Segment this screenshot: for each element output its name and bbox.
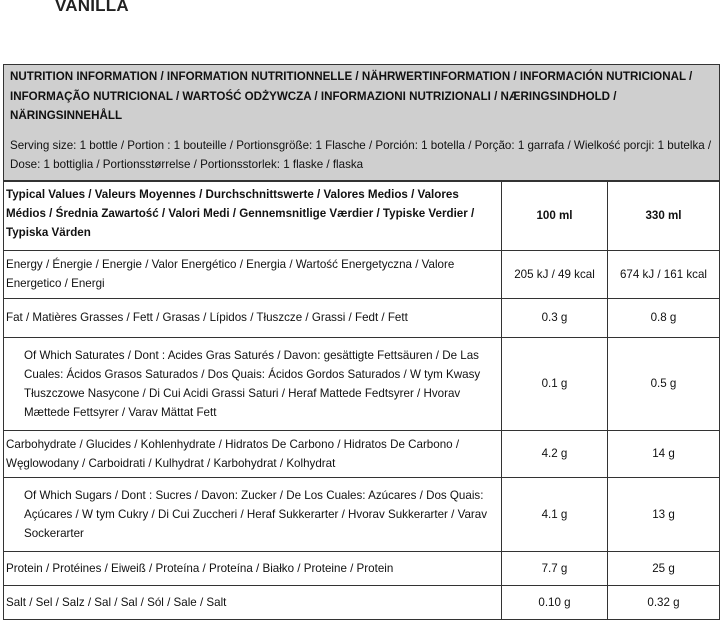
nutrition-panel [3,64,720,620]
column-header-330ml: 330 ml [607,182,719,250]
value-100ml: 4.1 g [501,478,607,551]
nutrient-label: Carbohydrate / Glucides / Kohlenhydrate / Hidratos De Carbono / Hidratos De Carbono / Węglowodany / Carboidrati / Kulhydrat / Karbohydrat / Kolhydrat [6,437,460,470]
nutrition-heading: NUTRITION INFORMATION / INFORMATION NUTRITIONNELLE / NÄHRWERTINFORMATION / INFORMACIÓN NUTRICIONAL / INFORMAÇÃO NUTRICIONAL / WARTOŚĆ ODŻYWCZA / INFORMAZIONI NUTRIZIONALI / NÆRINGSINDHOLD / NÄRINGSINNEHÅLL [10,70,693,122]
value-100ml: 7.7 g [501,552,607,585]
product-title: VANILLA [55,0,129,15]
nutrient-label: Energy / Énergie / Energie / Valor Energético / Energia / Wartość Energetyczna / Valore Energetico / Energi [6,258,455,290]
value-100ml: 4.2 g [501,431,607,477]
value-330ml: 25 g [607,552,719,585]
value-330ml: 0.5 g [607,338,719,430]
table-row-carbohydrate [4,430,719,477]
value-100ml: 205 kJ / 49 kcal [501,251,607,298]
nutrient-label: Fat / Matières Grasses / Fett / Grasas / Lípidos / Tłuszcze / Grassi / Fedt / Fett [6,311,408,324]
table-row-fat [4,298,719,337]
value-330ml: 0.32 g [607,586,719,619]
column-header-100ml: 100 ml [501,182,607,250]
table-row-saturates [4,337,719,430]
value-100ml: 0.1 g [501,338,607,430]
value-330ml: 13 g [607,478,719,551]
nutrient-label: Of Which Saturates / Dont : Acides Gras Saturés / Davon: gesättigte Fettsäuren / De Las Cuales: Ácidos Grasos Saturados / Dos Quais: Ácidos Gordos Saturados / W tym Kwasy Tłuszczowe Nasycone / Di Cui Acidi Grassi Saturi / Heraf Mattede Fedtsyrer / Hvorav Mættede Fettsyrer / Varav Mättat Fett [24,348,481,419]
column-header-label: Typical Values / Valeurs Moyennes / Durchschnittswerte / Valores Medios / Valores Médios / Średnia Zawartość / Valori Medi / Gennemsnitlige Værdier / Typiske Verdier / Typiska Värden [6,187,475,239]
value-330ml: 0.8 g [607,299,719,337]
nutrient-label: Protein / Protéines / Eiweiß / Proteína / Proteína / Białko / Proteine / Protein [6,561,394,575]
value-100ml: 0.10 g [501,586,607,619]
value-330ml: 674 kJ / 161 kcal [607,251,719,298]
nutrition-header [4,65,719,181]
table-row-salt [4,585,719,619]
table-row-sugars [4,477,719,551]
nutrient-label: Of Which Sugars / Dont : Sucres / Davon: Zucker / De Los Cuales: Azúcares / Dos Quais: Açúcares / W tym Cukry / Di Cui Zuccheri / Heraf Sukkerarter / Hvorav Sukkerarter / Varav Sockerarter [24,488,488,540]
table-header-row [4,181,719,250]
serving-size: Serving size: 1 bottle / Portion : 1 bouteille / Portionsgröße: 1 Flasche / Porción: 1 botella / Porção: 1 garrafa / Wielkość porcji: 1 butelka / Dose: 1 bottiglia / Portionsstørrelse / Portionsstorlek: 1 flaske / flaska [10,138,712,171]
value-330ml: 14 g [607,431,719,477]
table-row-protein [4,551,719,585]
table-row-energy [4,250,719,298]
nutrient-label: Salt / Sel / Salz / Sal / Sal / Sól / Sale / Salt [6,595,227,609]
value-100ml: 0.3 g [501,299,607,337]
